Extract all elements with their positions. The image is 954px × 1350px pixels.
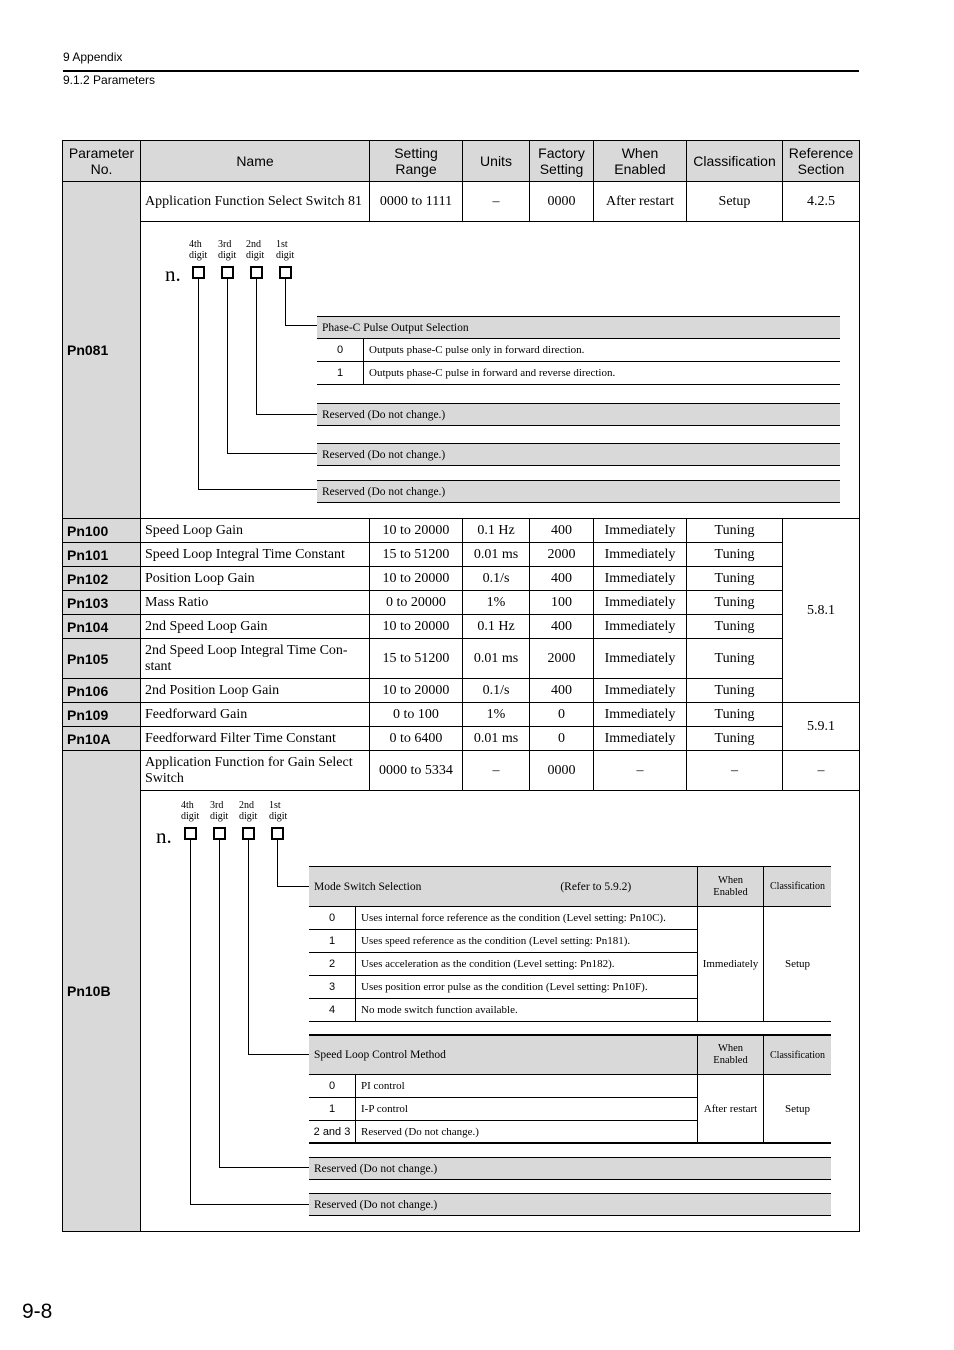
table-row [63, 639, 860, 679]
col-header-range: Setting Range [370, 141, 463, 182]
setting-range: 0000 to 1111 [370, 182, 463, 222]
connector-2nd-h [256, 414, 317, 415]
reference-section: 5.9.1 [783, 703, 860, 751]
reserved-label: Reserved (Do not change.) [322, 408, 446, 421]
factory-setting: 400 [530, 679, 594, 703]
when-enabled: Immediately [594, 543, 687, 567]
param-no: Pn10A [63, 727, 141, 751]
param-name: Application Function for Gain Select Switch [141, 751, 370, 791]
param-no: Pn101 [63, 543, 141, 567]
classification: Tuning [687, 519, 783, 543]
param-name: Application Function Select Switch 81 [141, 182, 370, 222]
units: 0.01 ms [463, 727, 530, 751]
param-no: Pn10B [63, 751, 141, 1232]
reserved-bar [317, 403, 840, 426]
option-text: Uses position error pulse as the condition (Level setting: Pn10F). [361, 981, 648, 993]
units: – [463, 182, 530, 222]
setting-range: 10 to 20000 [370, 519, 463, 543]
when-enabled: Immediately [594, 727, 687, 751]
connector-1st-h [277, 886, 309, 887]
option-code: 1 [317, 362, 364, 384]
connector-2nd [256, 279, 257, 414]
param-name: Feedforward Gain [141, 703, 370, 727]
table-row [63, 591, 860, 615]
units: – [463, 751, 530, 791]
factory-setting: 0 [530, 727, 594, 751]
option-code: 3 [309, 976, 356, 998]
classification: Setup [687, 182, 783, 222]
units: 0.1 Hz [463, 615, 530, 639]
param-no: Pn105 [63, 639, 141, 679]
col-header-factory: Factory Setting [530, 141, 594, 182]
setting-range: 0 to 20000 [370, 591, 463, 615]
option-code: 1 [309, 930, 356, 952]
table-row [63, 615, 860, 639]
classification: Tuning [687, 727, 783, 751]
classification: Tuning [687, 703, 783, 727]
when-enabled: Immediately [594, 679, 687, 703]
digit-box-4th [192, 266, 205, 279]
col-header-name: Name [141, 141, 370, 182]
connector-4th [198, 279, 199, 489]
reserved-bar [309, 1157, 831, 1180]
option-row [309, 1121, 697, 1144]
setting-range: 15 to 51200 [370, 639, 463, 679]
param-name: Position Loop Gain [141, 567, 370, 591]
setting-range: 0 to 6400 [370, 727, 463, 751]
option-text: Outputs phase-C pulse in forward and reverse direction. [369, 367, 616, 379]
classification-header: Classification [763, 866, 831, 907]
option-row [309, 907, 697, 930]
digit-label-1st: 1st digit [269, 800, 288, 822]
option-text: Uses acceleration as the condition (Level setting: Pn182). [361, 958, 615, 970]
factory-setting: 0000 [530, 751, 594, 791]
reserved-bar [317, 443, 840, 466]
option-row [309, 999, 697, 1022]
connector-1st [277, 840, 278, 886]
reserved-label: Reserved (Do not change.) [322, 485, 446, 498]
mode-switch-ref: (Refer to 5.9.2) [560, 880, 632, 893]
speed-loop-title-bar [309, 1034, 697, 1075]
table-row [63, 543, 860, 567]
units: 0.1/s [463, 679, 530, 703]
table-row [63, 519, 860, 543]
param-no: Pn106 [63, 679, 141, 703]
diagram-row [63, 222, 860, 519]
digit-box-2nd [250, 266, 263, 279]
digit-label-2nd: 2nd digit [239, 800, 258, 822]
option-text: I-P control [361, 1103, 408, 1115]
page-number: 9-8 [22, 1300, 53, 1323]
option-code: 2 and 3 [309, 1121, 356, 1142]
pn10b-diagram-cell [141, 791, 860, 1232]
factory-setting: 0000 [530, 182, 594, 222]
speed-loop-title: Speed Loop Control Method [314, 1049, 446, 1061]
reserved-label: Reserved (Do not change.) [322, 448, 446, 461]
pn081-diagram-cell [141, 222, 860, 519]
classification: Tuning [687, 679, 783, 703]
option-row [309, 953, 697, 976]
units: 0.01 ms [463, 543, 530, 567]
connector-4th [190, 840, 191, 1204]
col-header-units: Units [463, 141, 530, 182]
setting-range: 10 to 20000 [370, 615, 463, 639]
param-no: Pn103 [63, 591, 141, 615]
classification: Tuning [687, 567, 783, 591]
connector-4th-h [190, 1204, 309, 1205]
digit-box-3rd [213, 827, 226, 840]
when-enabled: Immediately [594, 615, 687, 639]
phase-c-title-bar [317, 316, 840, 339]
option-code: 0 [317, 339, 364, 361]
classification-header: Classification [763, 1034, 831, 1075]
digit-label-2nd: 2nd digit [246, 239, 265, 261]
section-header: 9.1.2 Parameters [63, 73, 156, 87]
param-name: Mass Ratio [141, 591, 370, 615]
digit-label-1st: 1st digit [276, 239, 295, 261]
connector-4th-h [198, 489, 317, 490]
param-name: 2nd Speed Loop Gain [141, 615, 370, 639]
reference-section: 4.2.5 [783, 182, 860, 222]
digit-prefix: n. [156, 824, 172, 848]
param-no: Pn104 [63, 615, 141, 639]
setting-range: 0 to 100 [370, 703, 463, 727]
reference-section: 5.8.1 [783, 519, 860, 703]
connector-1st-h [285, 325, 317, 326]
units: 0.1/s [463, 567, 530, 591]
digit-box-2nd [242, 827, 255, 840]
diagram-row [63, 791, 860, 1232]
mode-when-enabled: Immediately [697, 907, 763, 1022]
digit-label-4th: 4th digit [181, 800, 200, 822]
table-row [63, 751, 860, 791]
connector-3rd [227, 279, 228, 453]
digit-label-3rd: 3rd digit [210, 800, 229, 822]
mode-switch-title-bar [309, 866, 697, 907]
param-name: 2nd Speed Loop Integral Time Con-stant [141, 639, 370, 679]
factory-setting: 2000 [530, 639, 594, 679]
factory-setting: 0 [530, 703, 594, 727]
option-text: Uses speed reference as the condition (Level setting: Pn181). [361, 935, 631, 947]
digit-label-4th: 4th digit [189, 239, 208, 261]
option-row [309, 976, 697, 999]
factory-setting: 100 [530, 591, 594, 615]
option-row [317, 339, 840, 362]
connector-3rd-h [219, 1167, 309, 1168]
chapter-header: 9 Appendix [63, 50, 123, 64]
param-no: Pn081 [63, 182, 141, 519]
param-name: Feedforward Filter Time Constant [141, 727, 370, 751]
connector-1st [285, 279, 286, 325]
when-enabled: Immediately [594, 703, 687, 727]
units: 0.01 ms [463, 639, 530, 679]
table-row [63, 727, 860, 751]
param-no: Pn102 [63, 567, 141, 591]
option-code: 2 [309, 953, 356, 975]
table-header-row [63, 141, 860, 182]
classification: Tuning [687, 591, 783, 615]
col-header-class: Classification [687, 141, 783, 182]
when-enabled: Immediately [594, 591, 687, 615]
speed-classification: Setup [763, 1075, 831, 1144]
table-row [63, 679, 860, 703]
classification: – [687, 751, 783, 791]
when-enabled: Immediately [594, 519, 687, 543]
option-row [309, 1075, 697, 1098]
classification: Tuning [687, 639, 783, 679]
setting-range: 15 to 51200 [370, 543, 463, 567]
header-rule [63, 70, 859, 72]
option-code: 0 [309, 1075, 356, 1097]
option-code: 0 [309, 907, 356, 929]
param-name: Speed Loop Gain [141, 519, 370, 543]
col-header-ref: Reference Section [783, 141, 860, 182]
factory-setting: 2000 [530, 543, 594, 567]
connector-3rd-h [227, 453, 317, 454]
connector-3rd [219, 840, 220, 1167]
phase-c-title: Phase-C Pulse Output Selection [322, 321, 469, 334]
setting-range: 10 to 20000 [370, 567, 463, 591]
param-no: Pn109 [63, 703, 141, 727]
col-header-param-no: Parameter No. [63, 141, 141, 182]
digit-box-4th [184, 827, 197, 840]
option-code: 4 [309, 999, 356, 1021]
option-text: Outputs phase-C pulse only in forward direction. [369, 344, 585, 356]
classification: Tuning [687, 615, 783, 639]
param-name: 2nd Position Loop Gain [141, 679, 370, 703]
reference-section: – [783, 751, 860, 791]
option-code: 1 [309, 1098, 356, 1120]
table-row [63, 567, 860, 591]
setting-range: 0000 to 5334 [370, 751, 463, 791]
option-text: Reserved (Do not change.) [361, 1125, 479, 1138]
reserved-bar [317, 480, 840, 503]
when-enabled: Immediately [594, 567, 687, 591]
reserved-label: Reserved (Do not change.) [314, 1162, 438, 1175]
option-row [309, 1098, 697, 1121]
factory-setting: 400 [530, 567, 594, 591]
reserved-label: Reserved (Do not change.) [314, 1198, 438, 1211]
units: 0.1 Hz [463, 519, 530, 543]
mode-switch-title: Mode Switch Selection [314, 880, 422, 893]
table-row [63, 703, 860, 727]
when-enabled-header: When Enabled [697, 1034, 763, 1075]
connector-2nd [248, 840, 249, 1054]
option-text: Uses internal force reference as the condition (Level setting: Pn10C). [361, 912, 666, 924]
digit-box-3rd [221, 266, 234, 279]
option-row [317, 362, 840, 385]
setting-range: 10 to 20000 [370, 679, 463, 703]
table-row [63, 182, 860, 222]
factory-setting: 400 [530, 519, 594, 543]
reserved-bar [309, 1193, 831, 1216]
param-name: Speed Loop Integral Time Constant [141, 543, 370, 567]
when-enabled: After restart [594, 182, 687, 222]
digit-box-1st [271, 827, 284, 840]
option-text: No mode switch function available. [361, 1004, 518, 1016]
when-enabled-header: When Enabled [697, 866, 763, 907]
factory-setting: 400 [530, 615, 594, 639]
units: 1% [463, 703, 530, 727]
param-no: Pn100 [63, 519, 141, 543]
speed-when-enabled: After restart [697, 1075, 763, 1144]
when-enabled: – [594, 751, 687, 791]
units: 1% [463, 591, 530, 615]
col-header-when: When Enabled [594, 141, 687, 182]
classification: Tuning [687, 543, 783, 567]
when-enabled: Immediately [594, 639, 687, 679]
option-row [309, 930, 697, 953]
digit-label-3rd: 3rd digit [218, 239, 237, 261]
parameter-table [62, 140, 860, 1232]
mode-classification: Setup [763, 907, 831, 1022]
option-text: PI control [361, 1080, 405, 1092]
digit-box-1st [279, 266, 292, 279]
digit-prefix: n. [165, 262, 181, 286]
connector-2nd-h [248, 1054, 309, 1055]
